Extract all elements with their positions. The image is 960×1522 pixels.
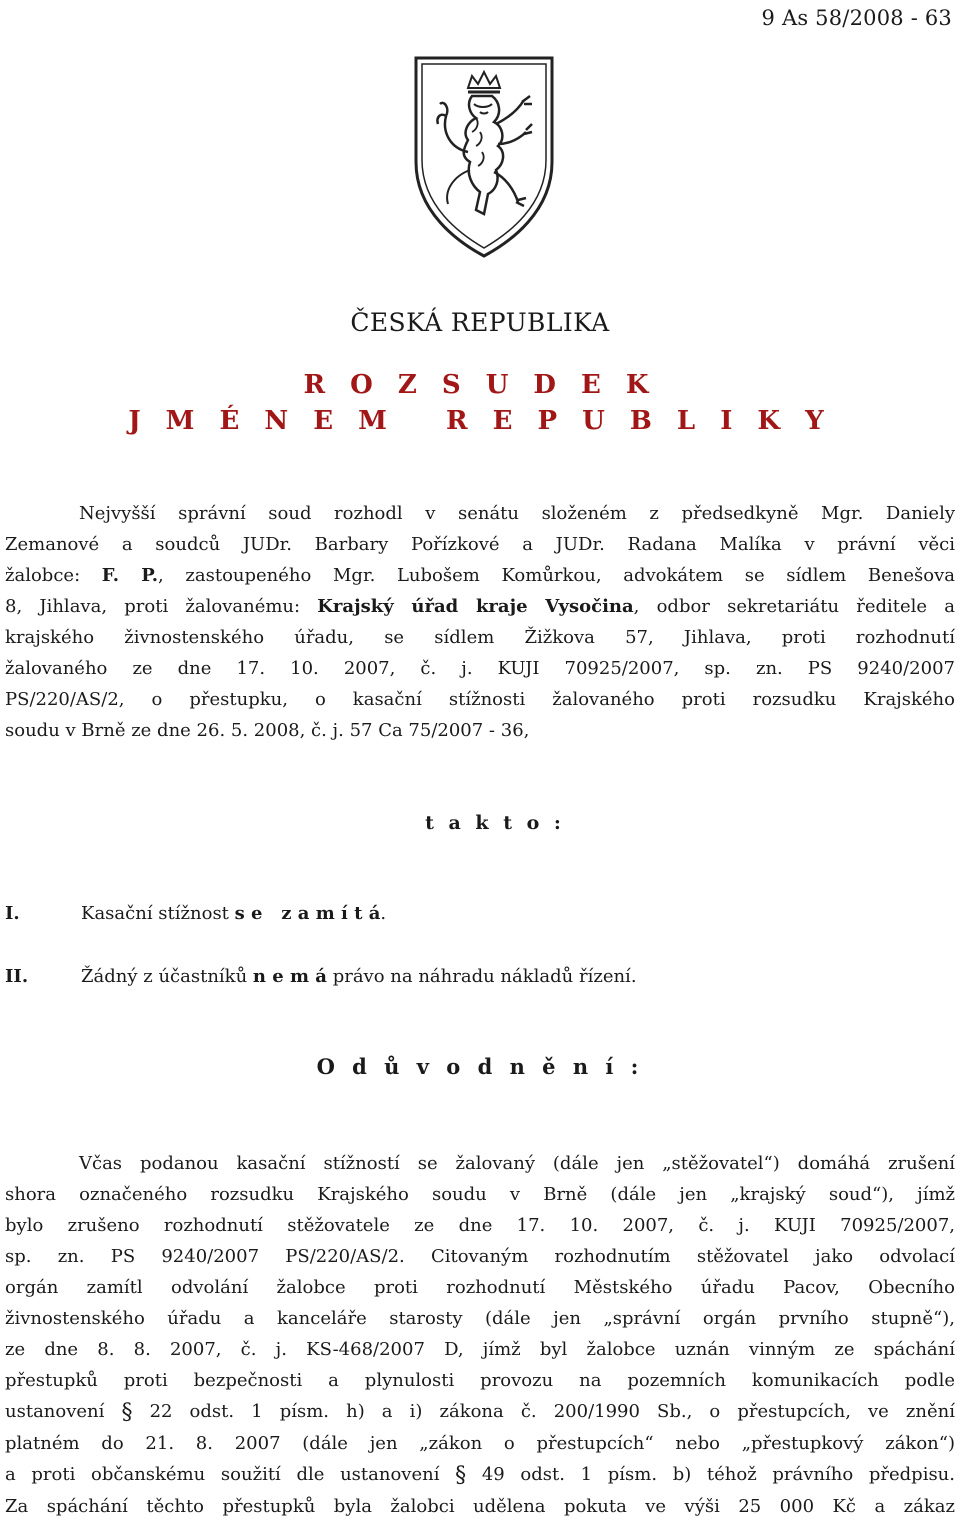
reasoning-line: bylo zrušeno rozhodnutí stěžovatele ze dne 17. 10. 2007, č. j. KUJI 70925/2007,	[5, 1215, 955, 1236]
intro-line: PS/220/AS/2, o přestupku, o kasační stížnosti žalovaného proti rozsudku Krajského	[5, 689, 955, 710]
intro-paragraph	[5, 498, 955, 746]
reasoning-line: přestupků proti bezpečnosti a plynulosti provozu na pozemních komunikacích podle	[5, 1370, 955, 1391]
plaintiff-name: F. P.	[101, 565, 159, 586]
reasoning-line: orgán zamítl odvolání žalobce proti rozhodnutí Městského úřadu Pacov, Obecního	[5, 1277, 955, 1298]
verdict-number: I.	[5, 903, 20, 924]
in-name-heading: J M É N E M R E P U B L I K Y	[128, 406, 832, 436]
intro-text: 8, Jihlava, proti žalovanému:	[5, 596, 318, 617]
defendant-name: Krajský úřad kraje Vysočina	[317, 596, 634, 617]
intro-line: soudu v Brně ze dne 26. 5. 2008, č. j. 57 Ca 75/2007 - 36,	[5, 720, 530, 741]
page-number: 9 As 58/2008 - 63	[761, 6, 952, 30]
reasoning-line: sp. zn. PS 9240/2007 PS/220/AS/2. Citovaným rozhodnutím stěžovatel jako odvolací	[5, 1246, 955, 1267]
reasoning-line: živnostenského úřadu a kanceláře starosty (dále jen „správní orgán prvního stupně“),	[5, 1308, 955, 1329]
reasoning-line: platném do 21. 8. 2007 (dále jen „zákon o přestupcích“ nebo „přestupkový zákon“)	[5, 1433, 955, 1454]
judgment-heading: R O Z S U D E K	[303, 370, 657, 400]
reasoning-line: a proti občanskému soužití dle ustanovení § 49 odst. 1 písm. b) téhož právního předpisu.	[5, 1463, 955, 1488]
section-sign: §	[121, 1400, 133, 1425]
verdict-text: Žádný z účastníků n e m á právo na náhradu nákladů řízení.	[81, 966, 637, 987]
verdict-text: Kasační stížnost s e z a m í t á.	[81, 903, 387, 924]
intro-text: , odbor sekretariátu ředitele a	[633, 596, 955, 617]
reasoning-line: Včas podanou kasační stížností se žalovaný (dále jen „stěžovatel“) domáhá zrušení	[79, 1153, 955, 1174]
intro-line: krajského živnostenského úřadu, se sídlem Žižkova 57, Jihlava, proti rozhodnutí	[5, 627, 955, 648]
reasoning-heading: O d ů v o d n ě n í :	[316, 1054, 644, 1079]
takto-heading: t a k t o :	[425, 812, 565, 834]
reasoning-paragraph	[5, 1148, 955, 1522]
section-sign: §	[455, 1463, 467, 1488]
intro-line	[5, 560, 955, 591]
intro-line: Nejvyšší správní soud rozhodl v senátu složeném z předsedkyně Mgr. Daniely	[79, 503, 955, 524]
verdict-number: II.	[5, 966, 29, 987]
czech-lion-coat-of-arms-icon	[410, 52, 558, 260]
reasoning-line: shora označeného rozsudku Krajského soudu v Brně (dále jen „krajský soud“), jímž	[5, 1184, 955, 1205]
reasoning-line: ustanovení § 22 odst. 1 písm. h) a i) zákona č. 200/1990 Sb., o přestupcích, ve znění	[5, 1400, 955, 1425]
intro-line: Zemanové a soudců JUDr. Barbary Pořízkové a JUDr. Radana Malíka v právní věci	[5, 534, 955, 555]
intro-text: , zastoupeného Mgr. Lubošem Komůrkou, advokátem se sídlem Benešova	[158, 565, 955, 586]
reasoning-line: ze dne 8. 8. 2007, č. j. KS-468/2007 D, jímž byl žalobce uznán vinným ze spáchání	[5, 1339, 955, 1360]
intro-line: žalovaného ze dne 17. 10. 2007, č. j. KUJI 70925/2007, sp. zn. PS 9240/2007	[5, 658, 955, 679]
intro-line	[5, 591, 955, 622]
plaintiff-label: žalobce:	[5, 565, 102, 586]
country-heading: ČESKÁ REPUBLIKA	[350, 308, 610, 337]
reasoning-line: Za spáchání těchto přestupků byla žalobci udělena pokuta ve výši 25 000 Kč a zákaz	[5, 1496, 955, 1517]
